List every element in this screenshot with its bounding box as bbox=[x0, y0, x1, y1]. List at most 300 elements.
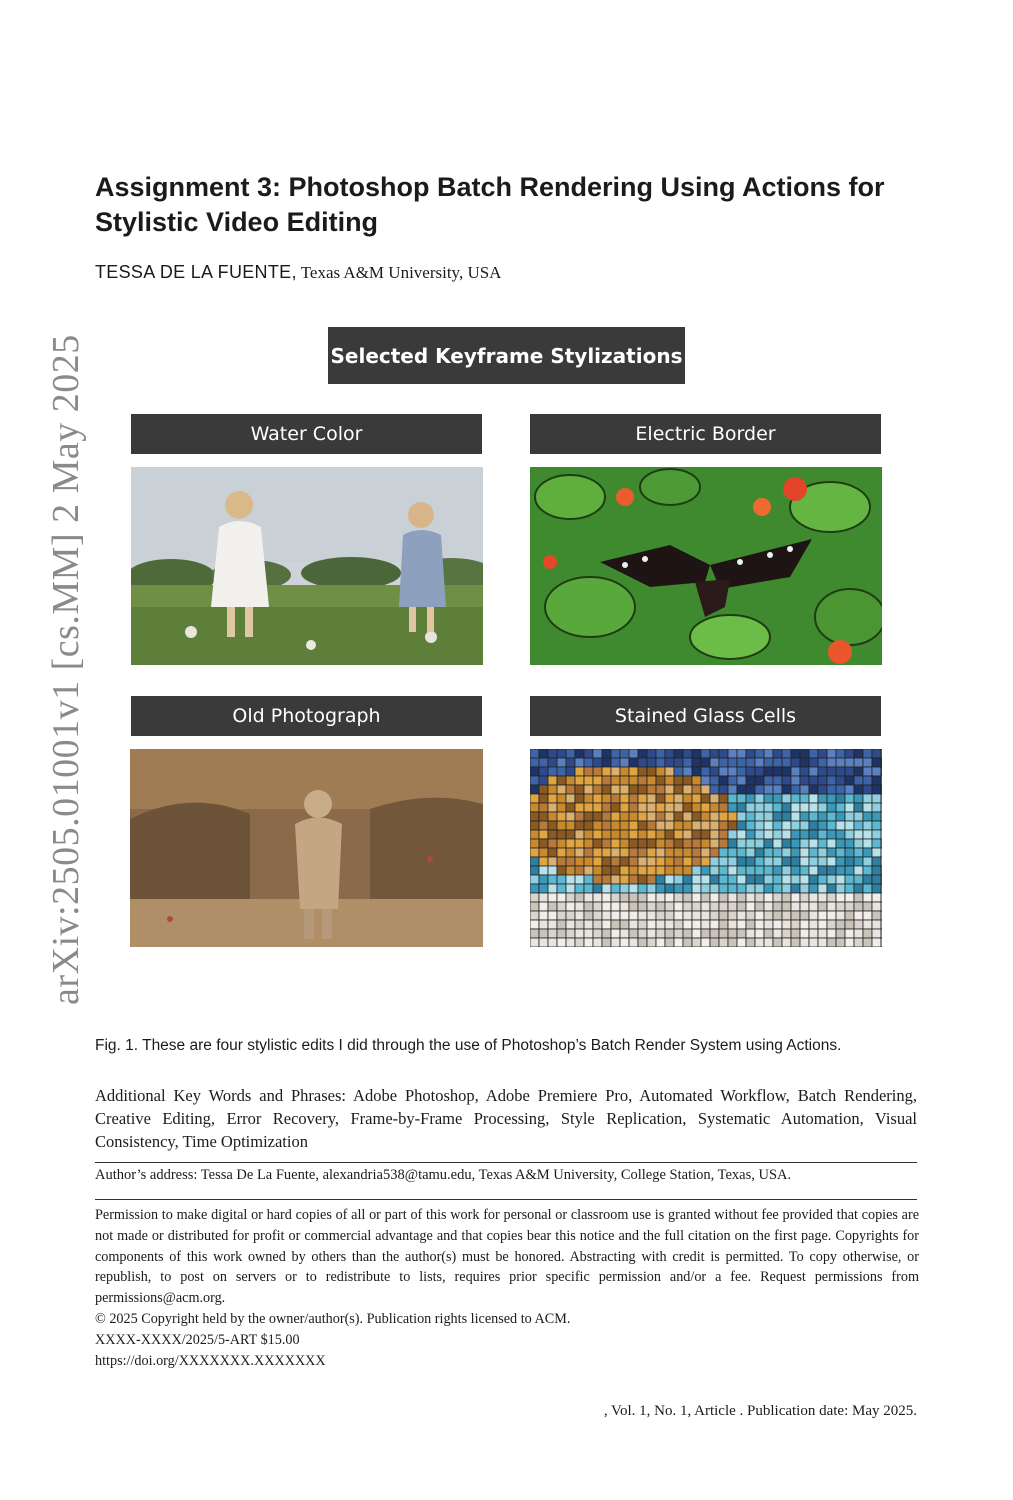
glass-cell bbox=[620, 785, 629, 794]
glass-cell bbox=[683, 866, 692, 875]
glass-cell bbox=[845, 821, 854, 830]
glass-cell bbox=[665, 821, 674, 830]
glass-cell bbox=[791, 803, 800, 812]
glass-cell bbox=[800, 875, 809, 884]
glass-cell bbox=[629, 812, 638, 821]
glass-cell bbox=[809, 866, 818, 875]
glass-cell bbox=[818, 803, 827, 812]
glass-cell bbox=[791, 884, 800, 893]
author-address: Author’s address: Tessa De La Fuente, alexandria538@tamu.edu, Texas A&M University, College Station, Texas, USA. bbox=[95, 1167, 792, 1183]
glass-cell bbox=[701, 821, 710, 830]
glass-cell bbox=[701, 758, 710, 767]
glass-cell bbox=[557, 839, 566, 848]
glass-cell bbox=[692, 767, 701, 776]
glass-cell bbox=[566, 911, 575, 920]
glass-cell bbox=[845, 893, 854, 902]
glass-cell bbox=[818, 830, 827, 839]
glass-cell bbox=[710, 866, 719, 875]
glass-cell bbox=[611, 902, 620, 911]
glass-cell bbox=[836, 758, 845, 767]
glass-cell bbox=[818, 821, 827, 830]
glass-cell bbox=[773, 848, 782, 857]
glass-cell bbox=[530, 785, 539, 794]
glass-cell bbox=[602, 776, 611, 785]
glass-cell bbox=[692, 803, 701, 812]
glass-cell bbox=[764, 866, 773, 875]
glass-cell bbox=[854, 884, 863, 893]
glass-cell bbox=[800, 821, 809, 830]
glass-cell bbox=[773, 920, 782, 929]
glass-cell bbox=[782, 821, 791, 830]
glass-cell bbox=[728, 884, 737, 893]
glass-cell bbox=[737, 839, 746, 848]
glass-cell bbox=[611, 839, 620, 848]
glass-cell bbox=[692, 920, 701, 929]
glass-cell bbox=[593, 821, 602, 830]
glass-cell bbox=[647, 794, 656, 803]
doi-link[interactable]: https://doi.org/XXXXXXX.XXXXXXX bbox=[95, 1353, 326, 1369]
glass-cell bbox=[548, 812, 557, 821]
glass-cell bbox=[791, 848, 800, 857]
glass-cell bbox=[719, 821, 728, 830]
glass-cell bbox=[710, 749, 719, 758]
glass-cell bbox=[872, 848, 881, 857]
page-footer: , Vol. 1, No. 1, Article . Publication date: May 2025. bbox=[603, 1403, 917, 1419]
glass-cell bbox=[548, 875, 557, 884]
glass-cell bbox=[818, 857, 827, 866]
glass-cell bbox=[656, 911, 665, 920]
glass-cell bbox=[602, 758, 611, 767]
glass-cell bbox=[755, 830, 764, 839]
glass-cell bbox=[575, 875, 584, 884]
glass-cell bbox=[557, 848, 566, 857]
glass-cell bbox=[854, 857, 863, 866]
glass-cell bbox=[602, 785, 611, 794]
glass-cell bbox=[647, 839, 656, 848]
glass-cell bbox=[683, 758, 692, 767]
glass-cell bbox=[728, 776, 737, 785]
glass-cell bbox=[719, 938, 728, 947]
glass-cell bbox=[818, 758, 827, 767]
glass-cell bbox=[881, 938, 882, 947]
glass-cell bbox=[728, 857, 737, 866]
glass-cell bbox=[863, 758, 872, 767]
glass-cell bbox=[566, 866, 575, 875]
glass-cell bbox=[764, 902, 773, 911]
glass-cell bbox=[764, 803, 773, 812]
glass-cell bbox=[539, 776, 548, 785]
glass-cell bbox=[809, 857, 818, 866]
glass-cell bbox=[728, 920, 737, 929]
glass-cell bbox=[881, 758, 882, 767]
glass-cell bbox=[755, 857, 764, 866]
glass-cell bbox=[692, 794, 701, 803]
glass-cell bbox=[575, 866, 584, 875]
glass-cell bbox=[728, 875, 737, 884]
glass-cell bbox=[656, 776, 665, 785]
glass-cell bbox=[701, 929, 710, 938]
glass-cell bbox=[800, 929, 809, 938]
glass-cell bbox=[575, 902, 584, 911]
glass-cell bbox=[656, 812, 665, 821]
glass-cell bbox=[638, 929, 647, 938]
glass-cell bbox=[773, 803, 782, 812]
glass-cell bbox=[782, 884, 791, 893]
glass-cell bbox=[827, 911, 836, 920]
glass-cell bbox=[674, 812, 683, 821]
glass-cell bbox=[728, 938, 737, 947]
glass-cell bbox=[782, 893, 791, 902]
glass-cell bbox=[647, 767, 656, 776]
glass-cell bbox=[692, 884, 701, 893]
glass-cell bbox=[800, 794, 809, 803]
glass-cell bbox=[593, 893, 602, 902]
glass-cell bbox=[800, 812, 809, 821]
glass-cell bbox=[602, 884, 611, 893]
glass-cell bbox=[854, 866, 863, 875]
glass-cell bbox=[575, 938, 584, 947]
glass-cell bbox=[755, 758, 764, 767]
glass-cell bbox=[611, 929, 620, 938]
glass-cell bbox=[584, 902, 593, 911]
glass-cell bbox=[683, 839, 692, 848]
glass-cell bbox=[845, 776, 854, 785]
glass-cell bbox=[575, 758, 584, 767]
glass-cell bbox=[728, 830, 737, 839]
glass-cell bbox=[539, 830, 548, 839]
glass-cell bbox=[629, 821, 638, 830]
glass-cell bbox=[836, 902, 845, 911]
glass-cell bbox=[629, 857, 638, 866]
glass-cell bbox=[845, 812, 854, 821]
glass-cell bbox=[764, 830, 773, 839]
glass-cell bbox=[584, 938, 593, 947]
glass-cell bbox=[575, 785, 584, 794]
glass-cell bbox=[611, 884, 620, 893]
glass-cell bbox=[539, 785, 548, 794]
glass-cell bbox=[764, 839, 773, 848]
glass-cell bbox=[530, 794, 539, 803]
glass-cell bbox=[611, 830, 620, 839]
glass-cell bbox=[827, 812, 836, 821]
glass-cell bbox=[584, 884, 593, 893]
isbn-line: XXXX-XXXX/2025/5-ART $15.00 bbox=[95, 1332, 300, 1348]
glass-cell bbox=[863, 920, 872, 929]
glass-cell bbox=[656, 902, 665, 911]
glass-cell bbox=[566, 785, 575, 794]
glass-cell bbox=[566, 839, 575, 848]
glass-cell bbox=[638, 767, 647, 776]
glass-cell bbox=[863, 938, 872, 947]
glass-cell bbox=[593, 866, 602, 875]
glass-cell bbox=[872, 911, 881, 920]
glass-cell bbox=[719, 812, 728, 821]
glass-cell bbox=[827, 893, 836, 902]
glass-cell bbox=[620, 821, 629, 830]
glass-cell bbox=[737, 767, 746, 776]
glass-cell bbox=[683, 920, 692, 929]
glass-cell bbox=[701, 749, 710, 758]
glass-cell bbox=[629, 893, 638, 902]
glass-cell bbox=[845, 767, 854, 776]
glass-cell bbox=[863, 812, 872, 821]
glass-cell bbox=[782, 758, 791, 767]
glass-cell bbox=[872, 884, 881, 893]
glass-cell bbox=[863, 830, 872, 839]
glass-cell bbox=[656, 785, 665, 794]
glass-cell bbox=[611, 821, 620, 830]
glass-cell bbox=[647, 776, 656, 785]
glass-cell bbox=[764, 794, 773, 803]
glass-cell bbox=[737, 911, 746, 920]
glass-cell bbox=[647, 821, 656, 830]
glass-cell bbox=[566, 929, 575, 938]
glass-cell bbox=[827, 767, 836, 776]
glass-cell bbox=[809, 884, 818, 893]
glass-cell bbox=[656, 758, 665, 767]
glass-cell bbox=[647, 929, 656, 938]
glass-cell bbox=[755, 884, 764, 893]
glass-cell bbox=[674, 794, 683, 803]
glass-cell bbox=[746, 767, 755, 776]
glass-cell bbox=[845, 866, 854, 875]
glass-cell bbox=[872, 785, 881, 794]
glass-cell bbox=[782, 749, 791, 758]
glass-cell bbox=[818, 839, 827, 848]
glass-cell bbox=[881, 839, 882, 848]
glass-cell bbox=[620, 911, 629, 920]
glass-cell bbox=[593, 749, 602, 758]
glass-cell bbox=[566, 920, 575, 929]
glass-cell bbox=[755, 911, 764, 920]
glass-cell bbox=[737, 920, 746, 929]
glass-cell bbox=[845, 938, 854, 947]
glass-cell bbox=[620, 857, 629, 866]
glass-cell bbox=[809, 776, 818, 785]
glass-cell bbox=[845, 839, 854, 848]
glass-cell bbox=[656, 893, 665, 902]
glass-cell bbox=[539, 866, 548, 875]
glass-cell bbox=[548, 893, 557, 902]
glass-cell bbox=[791, 857, 800, 866]
glass-cell bbox=[782, 812, 791, 821]
glass-cell bbox=[638, 803, 647, 812]
glass-cell bbox=[746, 794, 755, 803]
glass-cell bbox=[584, 758, 593, 767]
glass-cell bbox=[638, 821, 647, 830]
glass-cell bbox=[575, 848, 584, 857]
glass-cell bbox=[629, 875, 638, 884]
glass-cell bbox=[620, 794, 629, 803]
glass-cell bbox=[674, 920, 683, 929]
glass-cell bbox=[845, 758, 854, 767]
glass-cell bbox=[566, 776, 575, 785]
glass-cell bbox=[863, 866, 872, 875]
glass-cell bbox=[836, 875, 845, 884]
glass-cell bbox=[854, 848, 863, 857]
author-affiliation: Texas A&M University, USA bbox=[296, 263, 502, 282]
glass-cell bbox=[809, 767, 818, 776]
glass-cell bbox=[566, 767, 575, 776]
glass-cell bbox=[764, 848, 773, 857]
glass-cell bbox=[764, 884, 773, 893]
glass-cell bbox=[872, 749, 881, 758]
glass-cell bbox=[800, 848, 809, 857]
glass-cell bbox=[710, 929, 719, 938]
glass-cell bbox=[566, 938, 575, 947]
glass-cell bbox=[584, 785, 593, 794]
glass-cell bbox=[845, 920, 854, 929]
glass-cell bbox=[773, 821, 782, 830]
glass-cell bbox=[827, 857, 836, 866]
glass-cell bbox=[638, 794, 647, 803]
glass-cell bbox=[701, 848, 710, 857]
glass-cell bbox=[701, 911, 710, 920]
glass-cell bbox=[602, 893, 611, 902]
glass-cell bbox=[746, 911, 755, 920]
glass-cell bbox=[593, 758, 602, 767]
glass-cell bbox=[692, 911, 701, 920]
glass-cell bbox=[782, 803, 791, 812]
glass-cell bbox=[674, 848, 683, 857]
glass-cell bbox=[620, 866, 629, 875]
glass-cell bbox=[845, 857, 854, 866]
glass-cell bbox=[863, 776, 872, 785]
glass-cell bbox=[602, 911, 611, 920]
glass-cell bbox=[854, 938, 863, 947]
glass-cell bbox=[863, 911, 872, 920]
glass-cell bbox=[584, 893, 593, 902]
glass-cell bbox=[710, 776, 719, 785]
glass-cell bbox=[692, 776, 701, 785]
glass-cell bbox=[800, 911, 809, 920]
glass-cell bbox=[854, 776, 863, 785]
glass-cell bbox=[611, 803, 620, 812]
glass-cell bbox=[548, 803, 557, 812]
glass-cell bbox=[638, 902, 647, 911]
glass-cell bbox=[557, 902, 566, 911]
glass-cell bbox=[836, 866, 845, 875]
glass-cell bbox=[746, 920, 755, 929]
glass-cell bbox=[611, 875, 620, 884]
glass-cell bbox=[827, 794, 836, 803]
glass-cell bbox=[791, 893, 800, 902]
glass-cell bbox=[737, 758, 746, 767]
glass-cell bbox=[683, 794, 692, 803]
glass-cell bbox=[683, 830, 692, 839]
glass-cell bbox=[539, 893, 548, 902]
glass-cell bbox=[620, 839, 629, 848]
glass-cell bbox=[557, 857, 566, 866]
glass-cell bbox=[863, 875, 872, 884]
glass-cell bbox=[611, 749, 620, 758]
glass-cell bbox=[719, 929, 728, 938]
glass-cell bbox=[809, 920, 818, 929]
glass-cell bbox=[620, 767, 629, 776]
glass-cell bbox=[611, 857, 620, 866]
glass-cell bbox=[611, 848, 620, 857]
glass-cell bbox=[719, 785, 728, 794]
glass-cell bbox=[836, 893, 845, 902]
glass-cell bbox=[566, 875, 575, 884]
glass-cell bbox=[773, 794, 782, 803]
glass-cell bbox=[557, 875, 566, 884]
glass-cell bbox=[584, 749, 593, 758]
glass-cell bbox=[548, 776, 557, 785]
glass-cell bbox=[539, 767, 548, 776]
glass-cell bbox=[773, 866, 782, 875]
glass-cell bbox=[728, 767, 737, 776]
glass-cell bbox=[827, 758, 836, 767]
glass-cell bbox=[710, 794, 719, 803]
glass-cell bbox=[620, 920, 629, 929]
glass-cell bbox=[530, 812, 539, 821]
glass-cell bbox=[827, 821, 836, 830]
glass-cell bbox=[791, 875, 800, 884]
glass-cell bbox=[638, 866, 647, 875]
glass-cell bbox=[881, 875, 882, 884]
glass-cell bbox=[719, 857, 728, 866]
glass-cell bbox=[701, 893, 710, 902]
glass-cell bbox=[674, 776, 683, 785]
glass-cell bbox=[710, 911, 719, 920]
glass-cell bbox=[701, 902, 710, 911]
glass-cell bbox=[827, 803, 836, 812]
glass-cell bbox=[881, 812, 882, 821]
glass-cell bbox=[746, 857, 755, 866]
glass-cell bbox=[683, 893, 692, 902]
glass-cell bbox=[566, 821, 575, 830]
glass-cell bbox=[755, 839, 764, 848]
glass-cell bbox=[530, 893, 539, 902]
glass-cell bbox=[665, 830, 674, 839]
old-photograph-image bbox=[130, 749, 483, 947]
glass-cell bbox=[530, 767, 539, 776]
glass-cell bbox=[728, 839, 737, 848]
glass-cell bbox=[656, 767, 665, 776]
glass-cell bbox=[656, 821, 665, 830]
glass-cell bbox=[755, 875, 764, 884]
glass-cell bbox=[584, 812, 593, 821]
glass-cell bbox=[530, 875, 539, 884]
glass-cell bbox=[764, 821, 773, 830]
glass-cell bbox=[836, 911, 845, 920]
glass-cell bbox=[800, 749, 809, 758]
glass-cell bbox=[548, 830, 557, 839]
glass-cell bbox=[656, 803, 665, 812]
glass-cell bbox=[530, 920, 539, 929]
glass-cell bbox=[683, 767, 692, 776]
glass-cell bbox=[629, 929, 638, 938]
glass-cell bbox=[548, 866, 557, 875]
glass-cell bbox=[791, 767, 800, 776]
glass-cell bbox=[872, 794, 881, 803]
glass-cell bbox=[782, 929, 791, 938]
glass-cell bbox=[737, 812, 746, 821]
glass-cell bbox=[674, 839, 683, 848]
glass-cell bbox=[782, 911, 791, 920]
glass-cell bbox=[764, 776, 773, 785]
glass-cell bbox=[809, 758, 818, 767]
glass-cell bbox=[719, 758, 728, 767]
glass-cell bbox=[548, 794, 557, 803]
glass-cell bbox=[836, 857, 845, 866]
glass-cell bbox=[809, 749, 818, 758]
glass-cell bbox=[791, 929, 800, 938]
glass-cell bbox=[791, 794, 800, 803]
glass-cell bbox=[881, 830, 882, 839]
glass-cell bbox=[548, 749, 557, 758]
